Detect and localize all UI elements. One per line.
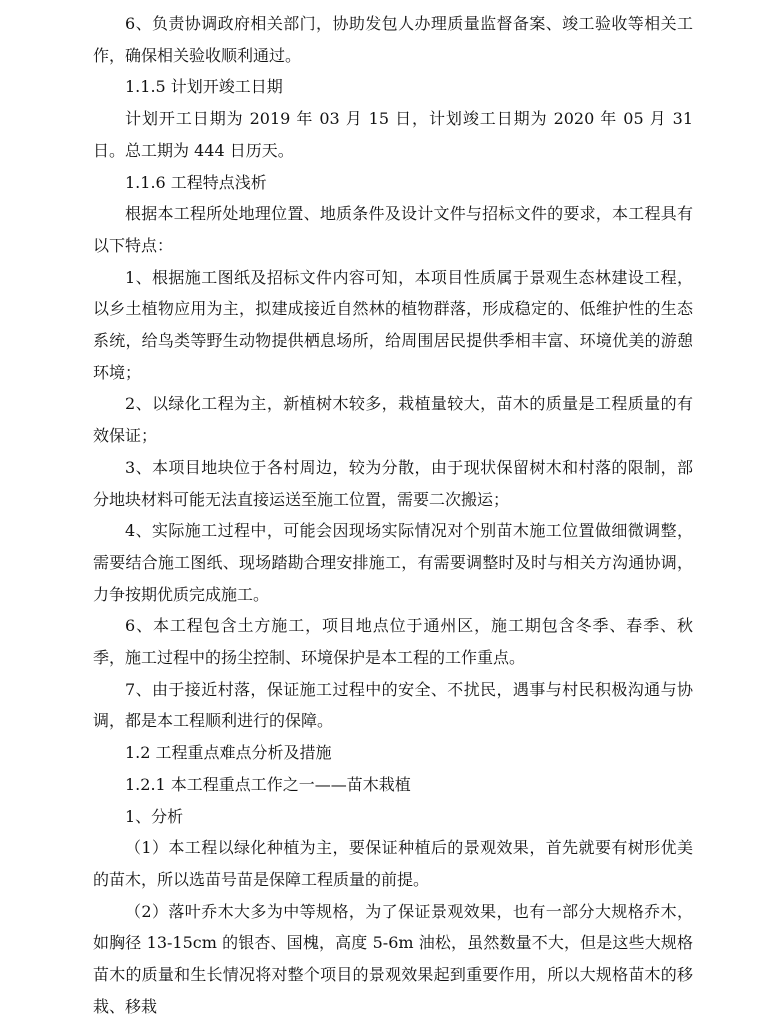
paragraph-schedule-dates: 计划开工日期为 2019 年 03 月 15 日，计划竣工日期为 2020 年 05 月 31 日。总工期为 444 日历天。	[93, 109, 693, 160]
list-item-feature-1: 1、根据施工图纸及招标文件内容可知，本项目性质属于景观生态林建设工程，以乡土植物应用为主，拟建成接近自然林的植物群落，形成稳定的、低维护性的生态系统，给鸟类等野生动物提供栖息场所，给周围居民提供季相丰富、环境优美的游憩环境；	[93, 267, 693, 382]
document-page	[93, 8, 693, 1023]
list-item-analysis-2: （2）落叶乔木大多为中等规格，为了保证景观效果，也有一部分大规格乔木，如胸径 13-15cm 的银杏、国槐，高度 5-6m 油松，虽然数量不大，但是这些大规格苗木的质量和生长情况将对整个项目的景观效果起到重要作用，所以大规格苗木的移栽、移栽	[93, 901, 693, 1016]
list-item-analysis-1: （1）本工程以绿化种植为主，要保证种植后的景观效果，首先就要有树形优美的苗木，所以选苗号苗是保障工程质量的前提。	[93, 838, 693, 889]
list-item-feature-6: 6、本工程包含土方施工，项目地点位于通州区，施工期包含冬季、春季、秋季，施工过程中的扬尘控制、环境保护是本工程的工作重点。	[93, 616, 693, 668]
section-heading-features: 1.1.6 工程特点浅析	[125, 172, 267, 192]
list-item-feature-3: 3、本项目地块位于各村周边，较为分散，由于现状保留树木和村落的限制，部分地块材料可能无法直接运送至施工位置，需要二次搬运；	[93, 457, 693, 509]
section-heading-schedule: 1.1.5 计划开竣工日期	[125, 77, 283, 97]
list-item-feature-2: 2、以绿化工程为主，新植树木较多，栽植量较大，苗木的质量是工程质量的有效保证；	[93, 394, 693, 446]
section-heading-seedling-planting: 1.2.1 本工程重点工作之一——苗木栽植	[125, 774, 411, 794]
paragraph-features-intro: 根据本工程所处地理位置、地质条件及设计文件与招标文件的要求，本工程具有以下特点：	[93, 204, 693, 255]
subheading-analysis: 1、分析	[125, 806, 184, 826]
paragraph-coordination-duty: 6、负责协调政府相关部门，协助发包人办理质量监督备案、竣工验收等相关工作，确保相关验收顺利通过。	[93, 14, 693, 65]
list-item-feature-7: 7、由于接近村落，保证施工过程中的安全、不扰民，遇事与村民积极沟通与协调，都是本工程顺利进行的保障。	[93, 679, 693, 731]
list-item-feature-4: 4、实际施工过程中，可能会因现场实际情况对个别苗木施工位置做细微调整，需要结合施工图纸、现场踏勘合理安排施工，有需要调整时及时与相关方沟通协调，力争按期优质完成施工。	[93, 521, 693, 604]
section-heading-key-points: 1.2 工程重点难点分析及措施	[125, 743, 332, 763]
